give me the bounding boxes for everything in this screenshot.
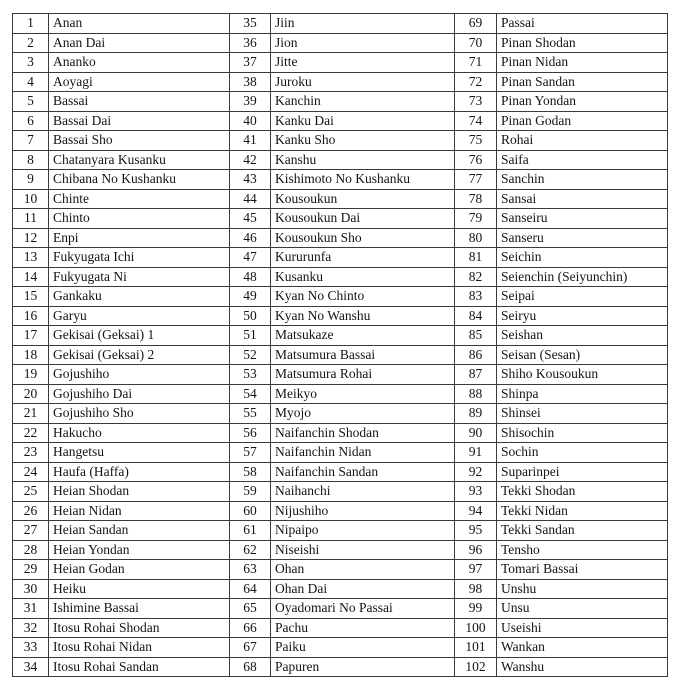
kata-name-cell: Juroku — [271, 72, 455, 92]
kata-name-cell: Jitte — [271, 53, 455, 73]
kata-name-cell: Rohai — [497, 131, 668, 151]
kata-name-cell: Heian Sandan — [49, 521, 230, 541]
kata-name-cell: Hakucho — [49, 423, 230, 443]
kata-number-cell: 4 — [13, 72, 49, 92]
kata-name-cell: Jion — [271, 33, 455, 53]
kata-number-cell: 27 — [13, 521, 49, 541]
kata-number-cell: 17 — [13, 326, 49, 346]
kata-name-cell: Heian Shodan — [49, 482, 230, 502]
kata-table-row — [13, 287, 668, 307]
kata-name-cell: Ishimine Bassai — [49, 599, 230, 619]
kata-name-cell: Seishan — [497, 326, 668, 346]
kata-table-row — [13, 326, 668, 346]
kata-name-cell: Heiku — [49, 579, 230, 599]
kata-number-cell: 66 — [230, 618, 271, 638]
kata-table-row — [13, 92, 668, 112]
kata-number-cell: 99 — [455, 599, 497, 619]
kata-number-cell: 62 — [230, 540, 271, 560]
kata-table-row — [13, 579, 668, 599]
kata-number-cell: 6 — [13, 111, 49, 131]
kata-number-cell: 80 — [455, 228, 497, 248]
kata-table-row — [13, 540, 668, 560]
kata-number-cell: 65 — [230, 599, 271, 619]
kata-name-cell: Chibana No Kushanku — [49, 170, 230, 190]
kata-name-cell: Gojushiho Dai — [49, 384, 230, 404]
kata-name-cell: Kanku Dai — [271, 111, 455, 131]
kata-number-cell: 7 — [13, 131, 49, 151]
kata-number-cell: 59 — [230, 482, 271, 502]
kata-number-cell: 63 — [230, 560, 271, 580]
kata-number-cell: 85 — [455, 326, 497, 346]
kata-number-cell: 8 — [13, 150, 49, 170]
kata-table-row — [13, 462, 668, 482]
kata-name-cell: Naifanchin Shodan — [271, 423, 455, 443]
kata-table-row — [13, 345, 668, 365]
kata-number-cell: 23 — [13, 443, 49, 463]
kata-name-cell: Kanshu — [271, 150, 455, 170]
kata-number-cell: 64 — [230, 579, 271, 599]
kata-number-cell: 77 — [455, 170, 497, 190]
kata-number-cell: 90 — [455, 423, 497, 443]
kata-name-cell: Sanseru — [497, 228, 668, 248]
kata-number-cell: 1 — [13, 14, 49, 34]
kata-name-cell: Seipai — [497, 287, 668, 307]
kata-name-cell: Pinan Yondan — [497, 92, 668, 112]
kata-name-cell: Saifa — [497, 150, 668, 170]
kata-number-cell: 2 — [13, 33, 49, 53]
kata-number-cell: 33 — [13, 638, 49, 658]
kata-number-cell: 75 — [455, 131, 497, 151]
kata-number-cell: 54 — [230, 384, 271, 404]
kata-table-row — [13, 365, 668, 385]
kata-name-cell: Seichin — [497, 248, 668, 268]
kata-table-row — [13, 14, 668, 34]
kata-number-cell: 40 — [230, 111, 271, 131]
kata-table-row — [13, 521, 668, 541]
kata-name-cell: Nipaipo — [271, 521, 455, 541]
kata-number-cell: 60 — [230, 501, 271, 521]
kata-table-row — [13, 482, 668, 502]
kata-number-cell: 25 — [13, 482, 49, 502]
kata-number-cell: 26 — [13, 501, 49, 521]
kata-number-cell: 72 — [455, 72, 497, 92]
kata-name-cell: Sochin — [497, 443, 668, 463]
kata-number-cell: 100 — [455, 618, 497, 638]
kata-number-cell: 55 — [230, 404, 271, 424]
kata-name-cell: Tomari Bassai — [497, 560, 668, 580]
kata-name-cell: Chatanyara Kusanku — [49, 150, 230, 170]
kata-number-cell: 86 — [455, 345, 497, 365]
kata-name-cell: Kousoukun — [271, 189, 455, 209]
kata-table-row — [13, 33, 668, 53]
kata-number-cell: 36 — [230, 33, 271, 53]
kata-number-cell: 52 — [230, 345, 271, 365]
kata-name-cell: Fukyugata Ichi — [49, 248, 230, 268]
kata-number-cell: 70 — [455, 33, 497, 53]
kata-number-cell: 50 — [230, 306, 271, 326]
kata-number-cell: 30 — [13, 579, 49, 599]
kata-name-cell: Heian Godan — [49, 560, 230, 580]
kata-name-cell: Meikyo — [271, 384, 455, 404]
kata-name-cell: Tekki Shodan — [497, 482, 668, 502]
kata-number-cell: 61 — [230, 521, 271, 541]
kata-name-cell: Papuren — [271, 657, 455, 677]
kata-name-cell: Kyan No Chinto — [271, 287, 455, 307]
kata-number-cell: 57 — [230, 443, 271, 463]
kata-name-cell: Bassai Sho — [49, 131, 230, 151]
kata-table-row — [13, 638, 668, 658]
kata-name-cell: Kousoukun Sho — [271, 228, 455, 248]
kata-name-cell: Fukyugata Ni — [49, 267, 230, 287]
kata-name-cell: Itosu Rohai Nidan — [49, 638, 230, 658]
kata-name-cell: Sanseiru — [497, 209, 668, 229]
kata-table-row — [13, 618, 668, 638]
kata-number-cell: 96 — [455, 540, 497, 560]
kata-table-row — [13, 189, 668, 209]
kata-name-cell: Gekisai (Geksai) 1 — [49, 326, 230, 346]
kata-number-cell: 69 — [455, 14, 497, 34]
kata-number-cell: 9 — [13, 170, 49, 190]
kata-name-cell: Nijushiho — [271, 501, 455, 521]
kata-table-row — [13, 443, 668, 463]
kata-number-cell: 98 — [455, 579, 497, 599]
kata-name-cell: Unsu — [497, 599, 668, 619]
kata-number-cell: 51 — [230, 326, 271, 346]
kata-name-cell: Ohan Dai — [271, 579, 455, 599]
kata-name-cell: Myojo — [271, 404, 455, 424]
kata-name-cell: Heian Nidan — [49, 501, 230, 521]
kata-name-cell: Gekisai (Geksai) 2 — [49, 345, 230, 365]
kata-number-cell: 44 — [230, 189, 271, 209]
kata-number-cell: 34 — [13, 657, 49, 677]
kata-number-cell: 28 — [13, 540, 49, 560]
kata-number-cell: 93 — [455, 482, 497, 502]
kata-table-row — [13, 404, 668, 424]
kata-name-cell: Wanshu — [497, 657, 668, 677]
kata-number-cell: 46 — [230, 228, 271, 248]
kata-table-row — [13, 248, 668, 268]
kata-name-cell: Gojushiho Sho — [49, 404, 230, 424]
kata-number-cell: 84 — [455, 306, 497, 326]
kata-table-row — [13, 209, 668, 229]
kata-number-cell: 18 — [13, 345, 49, 365]
kata-table-row — [13, 501, 668, 521]
kata-name-cell: Heian Yondan — [49, 540, 230, 560]
kata-name-cell: Shinsei — [497, 404, 668, 424]
kata-number-cell: 12 — [13, 228, 49, 248]
kata-number-cell: 74 — [455, 111, 497, 131]
kata-number-cell: 102 — [455, 657, 497, 677]
kata-name-cell: Unshu — [497, 579, 668, 599]
kata-name-cell: Garyu — [49, 306, 230, 326]
kata-number-cell: 32 — [13, 618, 49, 638]
kata-name-cell: Itosu Rohai Sandan — [49, 657, 230, 677]
kata-number-cell: 29 — [13, 560, 49, 580]
kata-name-cell: Pachu — [271, 618, 455, 638]
kata-name-cell: Matsumura Rohai — [271, 365, 455, 385]
kata-number-cell: 87 — [455, 365, 497, 385]
kata-name-cell: Passai — [497, 14, 668, 34]
kata-number-cell: 24 — [13, 462, 49, 482]
kata-name-cell: Hangetsu — [49, 443, 230, 463]
kata-number-cell: 21 — [13, 404, 49, 424]
kata-number-cell: 19 — [13, 365, 49, 385]
kata-number-cell: 89 — [455, 404, 497, 424]
kata-table-row — [13, 131, 668, 151]
kata-name-cell: Haufa (Haffa) — [49, 462, 230, 482]
kata-name-cell: Aoyagi — [49, 72, 230, 92]
kata-name-cell: Ananko — [49, 53, 230, 73]
kata-number-cell: 48 — [230, 267, 271, 287]
kata-name-cell: Jiin — [271, 14, 455, 34]
kata-number-cell: 76 — [455, 150, 497, 170]
kata-number-cell: 53 — [230, 365, 271, 385]
kata-number-cell: 47 — [230, 248, 271, 268]
kata-name-cell: Tekki Sandan — [497, 521, 668, 541]
kata-name-cell: Sansai — [497, 189, 668, 209]
kata-name-cell: Pinan Godan — [497, 111, 668, 131]
kata-number-cell: 78 — [455, 189, 497, 209]
kata-number-cell: 49 — [230, 287, 271, 307]
kata-name-cell: Sanchin — [497, 170, 668, 190]
kata-number-cell: 94 — [455, 501, 497, 521]
kata-number-cell: 91 — [455, 443, 497, 463]
kata-name-cell: Naifanchin Nidan — [271, 443, 455, 463]
kata-name-cell: Anan Dai — [49, 33, 230, 53]
kata-number-cell: 20 — [13, 384, 49, 404]
kata-number-cell: 95 — [455, 521, 497, 541]
kata-table-row — [13, 53, 668, 73]
kata-name-cell: Kanchin — [271, 92, 455, 112]
kata-name-cell: Shinpa — [497, 384, 668, 404]
kata-name-cell: Useishi — [497, 618, 668, 638]
kata-name-cell: Oyadomari No Passai — [271, 599, 455, 619]
kata-name-cell: Kousoukun Dai — [271, 209, 455, 229]
kata-name-cell: Shisochin — [497, 423, 668, 443]
kata-name-cell: Matsukaze — [271, 326, 455, 346]
kata-number-cell: 43 — [230, 170, 271, 190]
kata-table — [12, 13, 668, 677]
kata-number-cell: 58 — [230, 462, 271, 482]
kata-table-row — [13, 423, 668, 443]
kata-table-row — [13, 72, 668, 92]
kata-name-cell: Enpi — [49, 228, 230, 248]
kata-table-row — [13, 111, 668, 131]
kata-name-cell: Pinan Nidan — [497, 53, 668, 73]
kata-name-cell: Tensho — [497, 540, 668, 560]
kata-name-cell: Suparinpei — [497, 462, 668, 482]
kata-name-cell: Seienchin (Seiyunchin) — [497, 267, 668, 287]
kata-name-cell: Kanku Sho — [271, 131, 455, 151]
kata-number-cell: 82 — [455, 267, 497, 287]
kata-number-cell: 83 — [455, 287, 497, 307]
kata-name-cell: Gojushiho — [49, 365, 230, 385]
kata-table-row — [13, 657, 668, 677]
kata-number-cell: 15 — [13, 287, 49, 307]
kata-name-cell: Naifanchin Sandan — [271, 462, 455, 482]
kata-number-cell: 81 — [455, 248, 497, 268]
kata-number-cell: 73 — [455, 92, 497, 112]
kata-number-cell: 67 — [230, 638, 271, 658]
kata-table-row — [13, 599, 668, 619]
kata-table-row — [13, 560, 668, 580]
kata-number-cell: 41 — [230, 131, 271, 151]
kata-number-cell: 92 — [455, 462, 497, 482]
kata-name-cell: Naihanchi — [271, 482, 455, 502]
kata-number-cell: 45 — [230, 209, 271, 229]
kata-table-row — [13, 170, 668, 190]
kata-name-cell: Itosu Rohai Shodan — [49, 618, 230, 638]
kata-name-cell: Anan — [49, 14, 230, 34]
kata-number-cell: 97 — [455, 560, 497, 580]
kata-name-cell: Bassai Dai — [49, 111, 230, 131]
kata-table-row — [13, 384, 668, 404]
kata-name-cell: Tekki Nidan — [497, 501, 668, 521]
kata-name-cell: Pinan Sandan — [497, 72, 668, 92]
kata-number-cell: 79 — [455, 209, 497, 229]
kata-number-cell: 101 — [455, 638, 497, 658]
kata-number-cell: 10 — [13, 189, 49, 209]
kata-table-row — [13, 267, 668, 287]
kata-name-cell: Pinan Shodan — [497, 33, 668, 53]
kata-number-cell: 38 — [230, 72, 271, 92]
kata-name-cell: Niseishi — [271, 540, 455, 560]
kata-number-cell: 56 — [230, 423, 271, 443]
kata-name-cell: Shiho Kousoukun — [497, 365, 668, 385]
kata-table-row — [13, 150, 668, 170]
kata-number-cell: 31 — [13, 599, 49, 619]
kata-name-cell: Paiku — [271, 638, 455, 658]
kata-name-cell: Chinte — [49, 189, 230, 209]
kata-name-cell: Bassai — [49, 92, 230, 112]
kata-number-cell: 88 — [455, 384, 497, 404]
kata-number-cell: 37 — [230, 53, 271, 73]
kata-number-cell: 13 — [13, 248, 49, 268]
kata-number-cell: 3 — [13, 53, 49, 73]
kata-name-cell: Kyan No Wanshu — [271, 306, 455, 326]
kata-number-cell: 11 — [13, 209, 49, 229]
kata-table-body — [13, 14, 668, 677]
kata-name-cell: Gankaku — [49, 287, 230, 307]
kata-name-cell: Seiryu — [497, 306, 668, 326]
kata-name-cell: Matsumura Bassai — [271, 345, 455, 365]
kata-name-cell: Kururunfa — [271, 248, 455, 268]
kata-name-cell: Chinto — [49, 209, 230, 229]
kata-name-cell: Kusanku — [271, 267, 455, 287]
kata-number-cell: 71 — [455, 53, 497, 73]
kata-table-row — [13, 228, 668, 248]
kata-name-cell: Kishimoto No Kushanku — [271, 170, 455, 190]
kata-number-cell: 16 — [13, 306, 49, 326]
kata-number-cell: 35 — [230, 14, 271, 34]
kata-name-cell: Ohan — [271, 560, 455, 580]
kata-name-cell: Seisan (Sesan) — [497, 345, 668, 365]
kata-name-cell: Wankan — [497, 638, 668, 658]
kata-number-cell: 22 — [13, 423, 49, 443]
kata-number-cell: 68 — [230, 657, 271, 677]
kata-number-cell: 14 — [13, 267, 49, 287]
kata-number-cell: 5 — [13, 92, 49, 112]
kata-table-row — [13, 306, 668, 326]
kata-number-cell: 39 — [230, 92, 271, 112]
kata-number-cell: 42 — [230, 150, 271, 170]
